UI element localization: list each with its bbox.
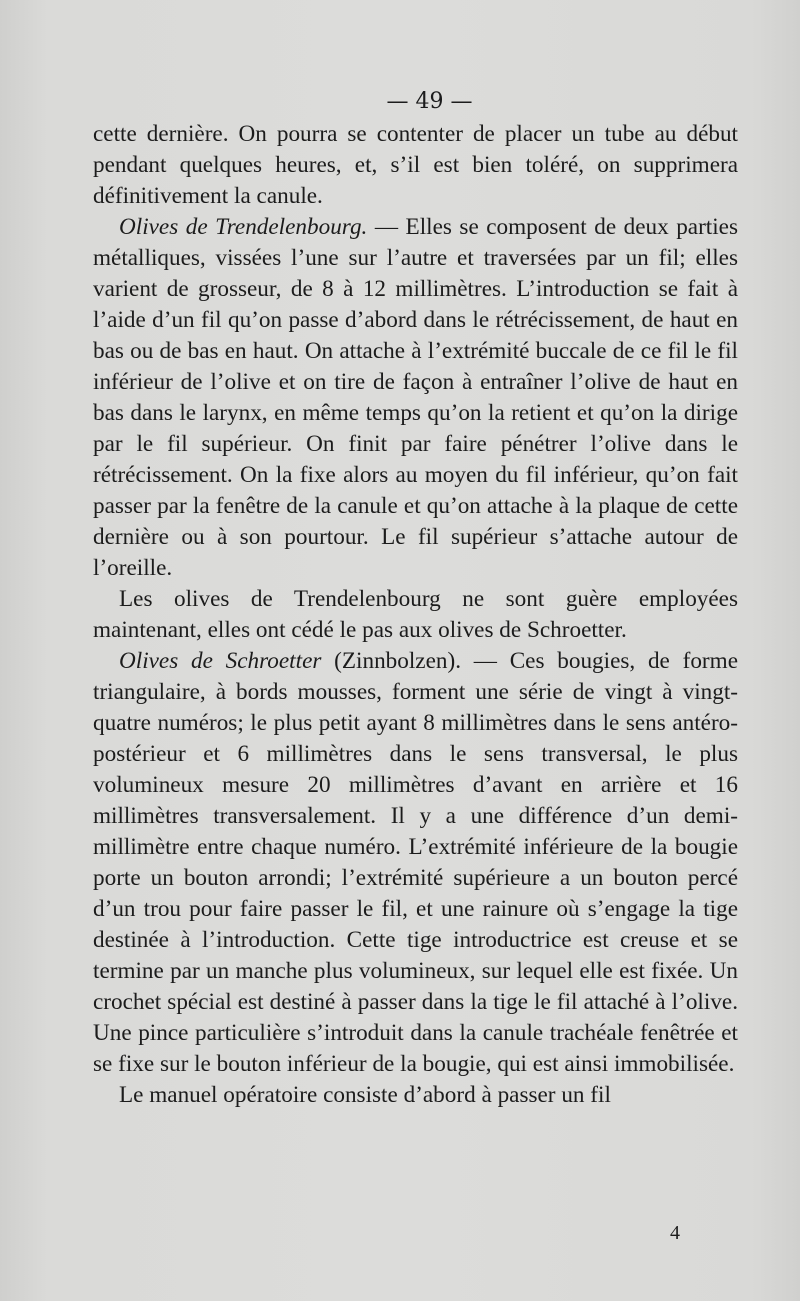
paragraph-2-text: — Elles se composent de deux parties métalliques, vissées l’une sur l’autre et traversées par un fil; elles varient de grosseur, de 8 à 12 millimètres. L’introduction se fait à l’aide d’un fil qu’on passe d’abord dans le rétrécissement, de haut en bas ou de bas en haut. On attache à l’extrémité buccale de ce fil le fil inférieur de l’olive et on tire de façon à entraîner l’olive de haut en bas dans le larynx, en même temps qu’on la retient et qu’on la dirige par le fil supérieur. On finit par faire pénétrer l’olive dans le rétrécissement. On la fixe alors au moyen du fil inférieur, qu’on fait passer par la fenêtre de la canule et qu’on attache à la plaque de cette dernière ou à son pourtour. Le fil supérieur s’attache autour de l’oreille. — [93, 214, 739, 581]
paragraph-2-heading: Olives de Trendelenbourg. — [119, 214, 368, 240]
paragraph-4 — [93, 646, 738, 1080]
signature-mark: 4 — [670, 1222, 680, 1244]
paragraph-2 — [93, 212, 738, 584]
paragraph-1-text: cette dernière. On pourra se contenter de placer un tube au début pendant quelques heures, et, s’il est bien toléré, on supprimera définitivement la canule. — [93, 121, 738, 209]
paragraph-5-text: Le manuel opératoire consiste d’abord à passer un fil — [119, 1082, 611, 1108]
page-number-header: — 49 — — [386, 89, 473, 114]
paragraph-1 — [93, 119, 738, 212]
paragraph-3 — [93, 584, 738, 646]
paragraph-3-text: Les olives de Trendelenbourg ne sont guère employées maintenant, elles ont cédé le pas aux olives de Schroetter. — [93, 586, 738, 643]
paragraph-4-text: (Zinnbolzen). — Ces bougies, de forme triangulaire, à bords mousses, forment une série de vingt à vingt-quatre numéros; le plus petit ayant 8 millimètres dans le sens antéro-postérieur et 6 millimètres dans le sens transversal, le plus volumineux mesure 20 millimètres d’avant en arrière et 16 millimètres transversalement. Il y a une différence d’un demi-millimètre entre chaque numéro. L’extrémité inférieure de la bougie porte un bouton arrondi; l’extrémité supérieure a un bouton percé d’un trou pour faire passer le fil, et une rainure où s’engage la tige destinée à l’introduction. Cette tige introductrice est creuse et se termine par un manche plus volumineux, sur lequel elle est fixée. Un crochet spécial est destiné à passer dans la tige le fil attaché à l’olive. Une pince particulière s’introduit dans la canule trachéale fenêtrée et se fixe sur le bouton inférieur de la bougie, qui est ainsi immobilisée. — [93, 648, 738, 1077]
paragraph-4-heading: Olives de Schroetter — [119, 648, 322, 674]
paragraph-5 — [93, 1080, 738, 1111]
